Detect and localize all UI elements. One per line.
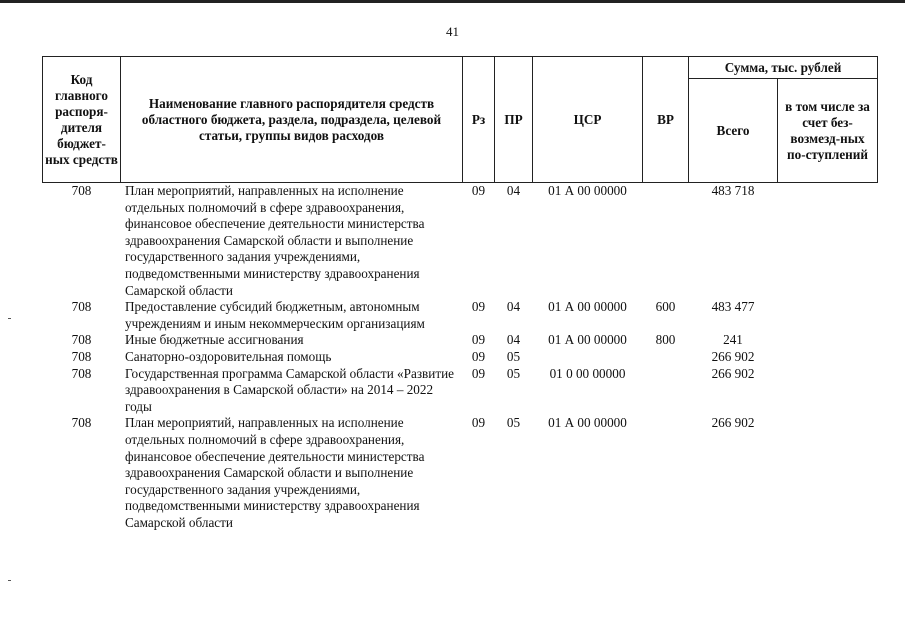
- cell-name: Иные бюджетные ассигнования: [125, 332, 304, 348]
- cell-pr: 04: [506, 183, 521, 198]
- cell-rz: 09: [471, 332, 486, 348]
- header-vr: ВР: [643, 57, 689, 183]
- cell-vr: 800: [655, 332, 676, 348]
- cell-vr: [643, 349, 689, 366]
- cell-grants: [778, 299, 878, 332]
- cell-grants: [778, 349, 878, 366]
- cell-total: 241: [723, 332, 743, 348]
- cell-code: 708: [71, 183, 92, 198]
- header-pr: ПР: [495, 57, 533, 183]
- top-rule: [0, 0, 905, 3]
- cell-code: 708: [71, 365, 92, 381]
- table-row: [43, 299, 878, 332]
- cell-rz: 09: [471, 415, 486, 431]
- cell-total: 266 902: [711, 365, 755, 381]
- cell-rz: 09: [471, 348, 486, 364]
- cell-name: Государственная программа Самарской области «Развитие здравоохранения в Самарской области» на 2014 – 2022 годы: [125, 365, 455, 414]
- cell-pr: 04: [506, 332, 521, 348]
- table-row: [43, 349, 878, 366]
- table-row: [43, 366, 878, 416]
- cell-pr: 04: [506, 299, 521, 315]
- cell-csr: 01 А 00 00000: [548, 183, 627, 198]
- cell-name: Санаторно-оздоровительная помощь: [125, 348, 332, 364]
- cell-name: План мероприятий, направленных на исполнение отдельных полномочий в сфере здравоохранения, финансовое обеспечение деятельности министерства здравоохранения Самарской области и выполнение государственного задания учреждениями, подведомственными министерству здравоохранения Самарской области: [125, 415, 425, 530]
- cell-vr: [643, 415, 689, 531]
- cell-total: 483 718: [711, 183, 755, 198]
- margin-mark: [8, 580, 11, 581]
- cell-code: 708: [71, 348, 92, 364]
- table-row: [43, 332, 878, 349]
- cell-total: 266 902: [711, 348, 755, 364]
- cell-grants: [778, 332, 878, 349]
- header-sum-group: Сумма, тыс. рублей: [689, 57, 878, 79]
- header-code: Код главного распоря-дителя бюджет-ных средств: [43, 57, 121, 183]
- cell-csr: 01 А 00 00000: [548, 415, 627, 431]
- budget-table-container: [42, 56, 877, 531]
- cell-rz: 09: [471, 365, 486, 381]
- cell-code: 708: [71, 415, 92, 431]
- cell-pr: 05: [506, 365, 521, 381]
- cell-name: Предоставление субсидий бюджетным, автономным учреждениям и иным некоммерческим организациям: [125, 299, 425, 331]
- cell-code: 708: [71, 332, 92, 348]
- cell-code: 708: [71, 299, 92, 315]
- cell-total: 483 477: [711, 299, 755, 315]
- header-csr: ЦСР: [533, 57, 643, 183]
- cell-total: 266 902: [711, 415, 755, 431]
- header-sum-total: Всего: [689, 79, 778, 183]
- cell-rz: 09: [471, 299, 486, 315]
- table-row: [43, 183, 878, 300]
- cell-grants: [778, 366, 878, 416]
- cell-grants: [778, 415, 878, 531]
- cell-pr: 05: [506, 348, 521, 364]
- header-sum-grants: в том числе за счет без-возмезд-ных по-ступлений: [778, 79, 878, 183]
- cell-csr: [533, 349, 643, 366]
- cell-vr: [643, 366, 689, 416]
- header-rz: Рз: [463, 57, 495, 183]
- cell-vr: [643, 183, 689, 300]
- header-name: Наименование главного распорядителя средств областного бюджета, раздела, подраздела, целевой статьи, группы видов расходов: [121, 57, 463, 183]
- cell-name: План мероприятий, направленных на исполнение отдельных полномочий в сфере здравоохранения, финансовое обеспечение деятельности министерства здравоохранения Самарской области и выполнение государственного задания учреждениями, подведомственными министерству здравоохранения Самарской области: [125, 183, 425, 298]
- cell-pr: 05: [506, 415, 521, 431]
- cell-csr: 01 А 00 00000: [548, 299, 627, 315]
- cell-csr: 01 А 00 00000: [548, 332, 627, 348]
- page-number: 41: [446, 24, 459, 39]
- table-row: [43, 415, 878, 531]
- budget-table: [42, 56, 878, 531]
- cell-grants: [778, 183, 878, 300]
- cell-csr: 01 0 00 00000: [549, 365, 626, 381]
- margin-mark: [8, 318, 11, 319]
- cell-rz: 09: [471, 183, 486, 198]
- cell-vr: 600: [655, 299, 676, 315]
